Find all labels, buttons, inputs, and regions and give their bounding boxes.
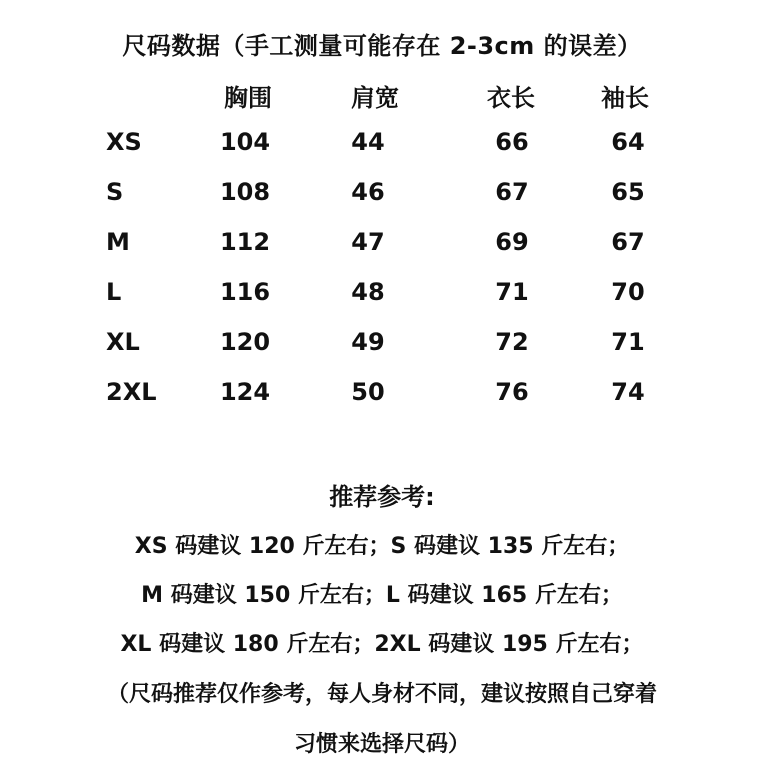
- table-cell: 64: [611, 128, 645, 156]
- table-cell: 70: [611, 278, 645, 306]
- table-cell: 69: [495, 228, 529, 256]
- recommendation-line: M 码建议 150 斤左右；L 码建议 165 斤左右；: [141, 583, 623, 608]
- table-cell: 74: [611, 378, 645, 406]
- column-header-sleeve: 袖长: [601, 84, 649, 112]
- table-cell: 120: [219, 328, 271, 356]
- column-header-shoulder: 肩宽: [351, 84, 399, 112]
- table-cell: 49: [351, 328, 385, 356]
- table-cell: 66: [495, 128, 529, 156]
- table-cell: 48: [351, 278, 385, 306]
- table-cell: 67: [611, 228, 645, 256]
- recommendation-title: 推荐参考:: [329, 483, 435, 511]
- table-cell: 116: [219, 278, 271, 306]
- column-header-length: 衣长: [487, 84, 535, 112]
- table-cell: 50: [351, 378, 385, 406]
- recommendation-line: XS 码建议 120 斤左右；S 码建议 135 斤左右；: [134, 534, 630, 559]
- size-label: XL: [106, 328, 140, 356]
- table-cell: 76: [495, 378, 529, 406]
- size-label: M: [106, 228, 130, 256]
- table-cell: 71: [495, 278, 529, 306]
- table-cell: 67: [495, 178, 529, 206]
- table-cell: 72: [495, 328, 529, 356]
- recommendation-line: XL 码建议 180 斤左右；2XL 码建议 195 斤左右；: [120, 632, 644, 657]
- size-label: S: [106, 178, 124, 206]
- table-cell: 112: [219, 228, 271, 256]
- table-cell: 47: [351, 228, 385, 256]
- table-cell: 71: [611, 328, 645, 356]
- table-cell: 124: [219, 378, 271, 406]
- column-header-chest: 胸围: [224, 84, 272, 112]
- recommendation-note: （尺码推荐仅作参考，每人身材不同，建议按照自己穿着: [106, 682, 657, 707]
- recommendation-note: 习惯来选择尺码）: [293, 732, 470, 757]
- size-label: XS: [106, 128, 142, 156]
- page-title: 尺码数据（手工测量可能存在 2-3cm 的误差）: [122, 32, 642, 60]
- size-label: 2XL: [106, 378, 157, 406]
- table-cell: 104: [219, 128, 271, 156]
- table-cell: 46: [351, 178, 385, 206]
- table-cell: 108: [219, 178, 271, 206]
- size-label: L: [106, 278, 122, 306]
- table-cell: 65: [611, 178, 645, 206]
- table-cell: 44: [351, 128, 385, 156]
